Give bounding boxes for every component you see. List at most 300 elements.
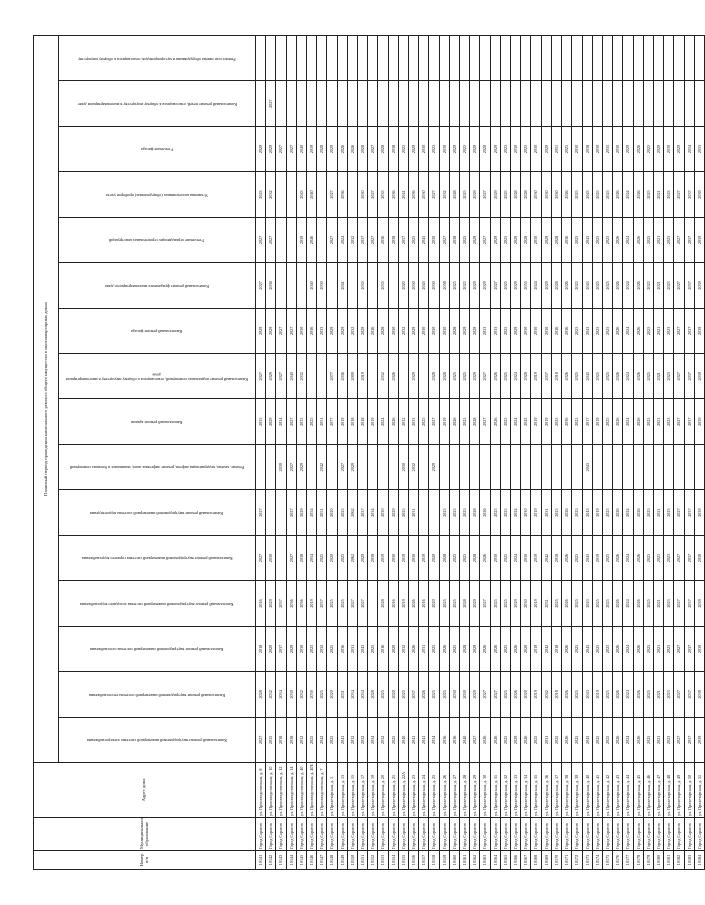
- year-cell: [419, 81, 429, 126]
- year-cell: 2019: [531, 581, 541, 626]
- year-cell: 2026: [511, 626, 521, 671]
- year-cell: 2016: [378, 626, 388, 671]
- year-cell: [398, 354, 408, 399]
- year-cell: [276, 81, 286, 126]
- year-cell: [286, 263, 296, 308]
- year-cell: [623, 81, 633, 126]
- year-cell: 2028: [470, 490, 480, 535]
- address-cell: ул. Пролетарская, д. 48: [664, 763, 674, 818]
- year-cell: 2025: [500, 354, 510, 399]
- municipality-cell: Город Саратов: [572, 818, 582, 851]
- year-cell: 2026: [633, 672, 643, 717]
- year-cell: 2019: [419, 535, 429, 580]
- address-cell: ул. Пролетарская, д. 45: [633, 763, 643, 818]
- municipality-cell: Город Саратов: [460, 818, 470, 851]
- year-cell: 2026: [613, 217, 623, 262]
- year-cell: 2019: [531, 354, 541, 399]
- row-number-cell: 10177: [623, 851, 633, 870]
- year-cell: 2033: [480, 308, 490, 353]
- year-cell: 2026: [480, 490, 490, 535]
- year-cell: 2030: [388, 535, 398, 580]
- year-cell: 2024: [511, 535, 521, 580]
- year-cell: 2020: [327, 490, 337, 535]
- year-cell: [317, 172, 327, 217]
- year-cell: 2018: [551, 354, 561, 399]
- year-cell: [490, 36, 500, 81]
- year-cell: [378, 444, 388, 489]
- year-cell: 2027: [674, 581, 684, 626]
- year-cell: 2034: [684, 126, 694, 171]
- year-cell: 2009: [347, 354, 357, 399]
- year-cell: [266, 36, 276, 81]
- year-cell: 2025: [602, 399, 612, 444]
- municipality-cell: Город Саратов: [531, 818, 541, 851]
- year-cell: 2027: [368, 126, 378, 171]
- year-cell: 2025: [643, 626, 653, 671]
- year-cell: 2025: [449, 490, 459, 535]
- year-cell: [653, 36, 663, 81]
- header-work-label: Ремонт или замена оборудования и мусоропроводов, относящихся к общему имуществу: [78, 56, 236, 62]
- address-cell: ул. Пролетарская, д. 31: [490, 763, 500, 818]
- year-cell: 2028: [256, 672, 266, 717]
- municipality-cell: Город Саратов: [286, 818, 296, 851]
- year-cell: 2029: [490, 172, 500, 217]
- header-num: Номер п/п: [34, 851, 256, 870]
- year-cell: 2036: [337, 626, 347, 671]
- year-cell: 2028: [439, 354, 449, 399]
- year-cell: [276, 263, 286, 308]
- year-cell: 2029: [409, 354, 419, 399]
- address-cell: ул. Пролетарская, д. 22А: [398, 763, 408, 818]
- year-cell: 2026: [633, 217, 643, 262]
- year-cell: 2025: [460, 217, 470, 262]
- year-cell: [347, 36, 357, 81]
- year-cell: [500, 444, 510, 489]
- year-cell: 2026: [490, 626, 500, 671]
- year-cell: 2036: [286, 581, 296, 626]
- row-number-cell: 10181: [664, 851, 674, 870]
- year-cell: [551, 36, 561, 81]
- year-cell: [388, 263, 398, 308]
- year-cell: 2035: [602, 126, 612, 171]
- year-cell: [694, 444, 704, 489]
- header-work-15: [59, 36, 256, 81]
- address-cell: ул. Пролетарская, д. 35: [531, 763, 541, 818]
- year-cell: 2029: [541, 217, 551, 262]
- year-cell: 2038: [582, 126, 592, 171]
- year-cell: 2026: [613, 626, 623, 671]
- year-cell: 2039: [694, 490, 704, 535]
- row-number-cell: 10173: [582, 851, 592, 870]
- year-cell: 2029: [327, 126, 337, 171]
- year-cell: 2018: [551, 626, 561, 671]
- year-cell: 2025: [337, 490, 347, 535]
- municipality-cell: Город Саратов: [327, 818, 337, 851]
- municipality-cell: Город Саратов: [378, 818, 388, 851]
- year-cell: 2025: [307, 399, 317, 444]
- year-cell: 2025: [490, 581, 500, 626]
- year-cell: 2030: [460, 672, 470, 717]
- row-number-cell: 10153: [378, 851, 388, 870]
- year-cell: 2029: [490, 126, 500, 171]
- year-cell: 2030: [266, 535, 276, 580]
- year-cell: 2026: [633, 354, 643, 399]
- row-number-cell: 10161: [460, 851, 470, 870]
- year-cell: 2027: [256, 263, 266, 308]
- year-cell: [490, 444, 500, 489]
- year-cell: 2058: [439, 263, 449, 308]
- address-cell: ул. Производственная, д. 8: [256, 763, 266, 818]
- year-cell: 2026: [511, 672, 521, 717]
- year-cell: 2032: [378, 717, 388, 762]
- year-cell: 2026: [633, 581, 643, 626]
- table-row: [551, 36, 561, 870]
- year-cell: 2026: [490, 717, 500, 762]
- year-cell: [286, 81, 296, 126]
- year-cell: 2039: [694, 672, 704, 717]
- year-cell: 2027: [256, 217, 266, 262]
- row-number-cell: 10172: [572, 851, 582, 870]
- address-cell: ул. Пролетарская, д. 37: [551, 763, 561, 818]
- year-cell: 2025: [460, 126, 470, 171]
- row-number-cell: 10169: [541, 851, 551, 870]
- year-cell: 2028: [521, 172, 531, 217]
- municipality-cell: Город Саратов: [337, 818, 347, 851]
- year-cell: [623, 36, 633, 81]
- year-cell: 2037: [276, 581, 286, 626]
- year-cell: 2018: [551, 535, 561, 580]
- year-cell: [562, 81, 572, 126]
- address-cell: ул. Пролетарская, д. 24: [419, 763, 429, 818]
- year-cell: [521, 81, 531, 126]
- year-cell: 2027: [674, 717, 684, 762]
- year-cell: 2030: [572, 126, 582, 171]
- year-cell: 2030: [551, 172, 561, 217]
- year-cell: [500, 81, 510, 126]
- year-cell: 2025: [572, 399, 582, 444]
- year-cell: [368, 81, 378, 126]
- address-cell: ул. Пролетарская, д. 21: [388, 763, 398, 818]
- header-work-label: Капитальный ремонт внутридомовой инженерной системы теплоснабжения: [88, 692, 226, 698]
- year-cell: [694, 81, 704, 126]
- year-cell: [276, 36, 286, 81]
- address-cell: ул. Производственная, д. 10: [266, 763, 276, 818]
- year-cell: 2028: [470, 535, 480, 580]
- year-cell: [337, 36, 347, 81]
- municipality-cell: Город Саратов: [398, 818, 408, 851]
- year-cell: 2027: [256, 490, 266, 535]
- year-cell: 2040: [460, 717, 470, 762]
- year-cell: 2028: [521, 354, 531, 399]
- year-cell: 2031: [337, 672, 347, 717]
- year-cell: [592, 444, 602, 489]
- year-cell: 2025: [602, 717, 612, 762]
- year-cell: 2030: [307, 672, 317, 717]
- year-cell: 2027: [286, 444, 296, 489]
- row-number-cell: 10145: [296, 851, 306, 870]
- year-cell: 2025: [592, 263, 602, 308]
- year-cell: 2021: [653, 172, 663, 217]
- municipality-cell: Город Саратов: [562, 818, 572, 851]
- year-cell: 2025: [602, 172, 612, 217]
- row-number-cell: 10163: [480, 851, 490, 870]
- year-cell: 2024: [623, 717, 633, 762]
- year-cell: 2028: [511, 172, 521, 217]
- year-cell: 2030: [541, 172, 551, 217]
- year-cell: 2027: [256, 354, 266, 399]
- header-work-1: [59, 672, 256, 717]
- year-cell: 2025: [643, 717, 653, 762]
- year-cell: [419, 444, 429, 489]
- year-cell: 2026: [419, 672, 429, 717]
- year-cell: 2026: [633, 172, 643, 217]
- row-number-cell: 10155: [398, 851, 408, 870]
- year-cell: [664, 36, 674, 81]
- year-cell: 2030: [398, 444, 408, 489]
- year-cell: 2026: [633, 399, 643, 444]
- year-cell: 2025: [643, 399, 653, 444]
- year-cell: 2034: [368, 717, 378, 762]
- year-cell: 2026: [633, 126, 643, 171]
- year-cell: 2026: [409, 626, 419, 671]
- year-cell: 2025: [500, 626, 510, 671]
- row-number-cell: 10154: [388, 851, 398, 870]
- address-cell: ул. Пролетарская, д. 1: [327, 763, 337, 818]
- year-cell: 2023: [664, 354, 674, 399]
- year-cell: 2027: [490, 263, 500, 308]
- year-cell: 2025: [460, 354, 470, 399]
- address-cell: ул. Пролетарская, д. 33: [511, 763, 521, 818]
- year-cell: [388, 36, 398, 81]
- year-cell: 2037: [684, 581, 694, 626]
- year-cell: 2021: [653, 672, 663, 717]
- year-cell: 2029: [266, 308, 276, 353]
- year-cell: [521, 444, 531, 489]
- year-cell: 2028: [551, 217, 561, 262]
- year-cell: 2027: [674, 308, 684, 353]
- year-cell: 2025: [572, 717, 582, 762]
- year-cell: [347, 81, 357, 126]
- year-cell: 2029: [470, 672, 480, 717]
- header-work-4: [59, 535, 256, 580]
- year-cell: 2025: [449, 626, 459, 671]
- table-row: [429, 36, 439, 870]
- year-cell: 2029: [511, 717, 521, 762]
- year-cell: 2031: [541, 717, 551, 762]
- header-work-11: [59, 217, 256, 262]
- year-cell: 2025: [337, 535, 347, 580]
- year-cell: [674, 444, 684, 489]
- year-cell: 2035: [378, 172, 388, 217]
- municipality-cell: Город Саратов: [551, 818, 561, 851]
- year-cell: 2019: [541, 399, 551, 444]
- year-cell: 2036: [388, 172, 398, 217]
- year-cell: 2023: [664, 581, 674, 626]
- year-cell: 2036: [307, 308, 317, 353]
- year-cell: 2043: [582, 535, 592, 580]
- row-number-cell: 10179: [643, 851, 653, 870]
- year-cell: 2039: [694, 354, 704, 399]
- year-cell: [337, 81, 347, 126]
- year-cell: 2026: [388, 354, 398, 399]
- row-number-cell: 10184: [694, 851, 704, 870]
- year-cell: 2077: [327, 399, 337, 444]
- year-cell: 2024: [623, 535, 633, 580]
- header-work-label: Ремонт, замена, модернизация лифтов, ремонт лифтовых шахт, машинных и блочных помещений: [69, 465, 245, 471]
- year-cell: 2038: [276, 717, 286, 762]
- year-cell: 2041: [337, 717, 347, 762]
- year-cell: [368, 263, 378, 308]
- year-cell: 2027: [327, 172, 337, 217]
- header-work-label: Капитальный ремонт внутридомовой инженерной системы электроснабжения: [87, 738, 227, 744]
- municipality-cell: Город Саратов: [684, 818, 694, 851]
- year-cell: [500, 36, 510, 81]
- address-cell: ул. Пролетарская, д. 23: [409, 763, 419, 818]
- year-cell: [602, 81, 612, 126]
- year-cell: 2027: [266, 217, 276, 262]
- year-cell: [460, 81, 470, 126]
- year-cell: [286, 172, 296, 217]
- year-cell: [419, 36, 429, 81]
- year-cell: 2026: [409, 581, 419, 626]
- year-cell: 2027: [256, 717, 266, 762]
- year-cell: [276, 172, 286, 217]
- year-cell: 2027: [674, 172, 684, 217]
- year-cell: 2029: [337, 308, 347, 353]
- row-number-cell: 10156: [409, 851, 419, 870]
- year-cell: 2027: [674, 626, 684, 671]
- municipality-cell: Город Саратов: [276, 818, 286, 851]
- year-cell: 2039: [694, 172, 704, 217]
- year-cell: 2025: [572, 581, 582, 626]
- year-cell: 2026: [562, 535, 572, 580]
- year-cell: 2037: [684, 354, 694, 399]
- address-cell: ул. Пролетарская, д. 26: [439, 763, 449, 818]
- row-number-cell: 10166: [511, 851, 521, 870]
- year-cell: 2039: [694, 263, 704, 308]
- year-cell: 2025: [500, 717, 510, 762]
- year-cell: 2021: [653, 717, 663, 762]
- address-cell: ул. Пролетарская, д. 49: [674, 763, 684, 818]
- year-cell: 2030: [613, 126, 623, 171]
- year-cell: 2025: [643, 217, 653, 262]
- year-cell: 2062: [347, 490, 357, 535]
- row-number-cell: 10165: [500, 851, 510, 870]
- year-cell: 2019: [592, 672, 602, 717]
- year-cell: 2032: [358, 717, 368, 762]
- year-cell: [572, 444, 582, 489]
- municipality-cell: Город Саратов: [623, 818, 633, 851]
- year-cell: 2030: [531, 172, 541, 217]
- year-cell: 2020: [327, 535, 337, 580]
- year-cell: 2037: [684, 217, 694, 262]
- year-cell: 2028: [470, 399, 480, 444]
- year-cell: [511, 36, 521, 81]
- address-cell: ул. Пролетарская, д. 42: [602, 763, 612, 818]
- row-number-cell: 10182: [674, 851, 684, 870]
- year-cell: [613, 81, 623, 126]
- year-cell: 2026: [562, 626, 572, 671]
- year-cell: 2032: [378, 354, 388, 399]
- year-cell: 2026: [613, 490, 623, 535]
- year-cell: 2025: [490, 490, 500, 535]
- year-cell: 2039: [296, 217, 306, 262]
- year-cell: 2023: [664, 490, 674, 535]
- year-cell: 2030: [286, 672, 296, 717]
- table-row: [347, 36, 357, 870]
- year-cell: [317, 36, 327, 81]
- year-cell: 2025: [551, 399, 561, 444]
- header-work-label: Капитальный ремонт фасада: [131, 329, 183, 335]
- header-work-3: [59, 581, 256, 626]
- year-cell: 2027: [337, 444, 347, 489]
- year-cell: 2034: [276, 399, 286, 444]
- year-cell: 2027: [347, 581, 357, 626]
- year-cell: 2026: [613, 263, 623, 308]
- year-cell: 2027: [480, 672, 490, 717]
- year-cell: 2039: [694, 626, 704, 671]
- year-cell: 2025: [551, 717, 561, 762]
- address-cell: ул. Пролетарская, д. 47: [653, 763, 663, 818]
- year-cell: 2025: [429, 626, 439, 671]
- municipality-cell: Город Саратов: [490, 818, 500, 851]
- year-cell: 2025: [460, 399, 470, 444]
- address-cell: ул. Пролетарская, д. 25: [429, 763, 439, 818]
- header-work-13: [59, 126, 256, 171]
- municipality-cell: Город Саратов: [602, 818, 612, 851]
- row-number-cell: 10183: [684, 851, 694, 870]
- year-cell: [592, 36, 602, 81]
- year-cell: 2025: [602, 308, 612, 353]
- address-cell: ул. Пролетарская, д. 51: [694, 763, 704, 818]
- year-cell: 2030: [531, 308, 541, 353]
- year-cell: 2030: [419, 172, 429, 217]
- table-row: [266, 36, 276, 870]
- row-number-cell: 10149: [337, 851, 347, 870]
- year-cell: 2035: [378, 263, 388, 308]
- year-cell: [419, 354, 429, 399]
- year-cell: 2020: [388, 626, 398, 671]
- year-cell: 2030: [296, 626, 306, 671]
- year-cell: [256, 444, 266, 489]
- year-cell: [276, 535, 286, 580]
- year-cell: 2026: [337, 126, 347, 171]
- year-cell: 2024: [511, 354, 521, 399]
- header-work-label: Установка коллективных (общедомовых) приборов учета: [105, 192, 209, 198]
- year-cell: [694, 36, 704, 81]
- year-cell: [266, 490, 276, 535]
- address-cell: ул. Пролетарская, д. 41: [592, 763, 602, 818]
- address-cell: ул. Производственная, д. 12: [276, 763, 286, 818]
- year-cell: 2032: [296, 354, 306, 399]
- year-cell: 2035: [296, 399, 306, 444]
- year-cell: 2019: [307, 581, 317, 626]
- header-work-label: Капитальный ремонт внутридомовой инженерной системы горячего водоснабжения: [81, 556, 233, 562]
- row-number-cell: 10143: [276, 851, 286, 870]
- year-cell: [511, 444, 521, 489]
- year-cell: 2024: [623, 354, 633, 399]
- year-cell: 2028: [460, 581, 470, 626]
- year-cell: 2027: [286, 490, 296, 535]
- municipality-cell: Город Саратов: [439, 818, 449, 851]
- year-cell: [470, 36, 480, 81]
- year-cell: 2029: [470, 354, 480, 399]
- address-cell: ул. Производственная, д. 40: [296, 763, 306, 818]
- year-cell: 2043: [582, 308, 592, 353]
- year-cell: 2039: [694, 717, 704, 762]
- header-work-9: [59, 308, 256, 353]
- year-cell: 2025: [602, 490, 612, 535]
